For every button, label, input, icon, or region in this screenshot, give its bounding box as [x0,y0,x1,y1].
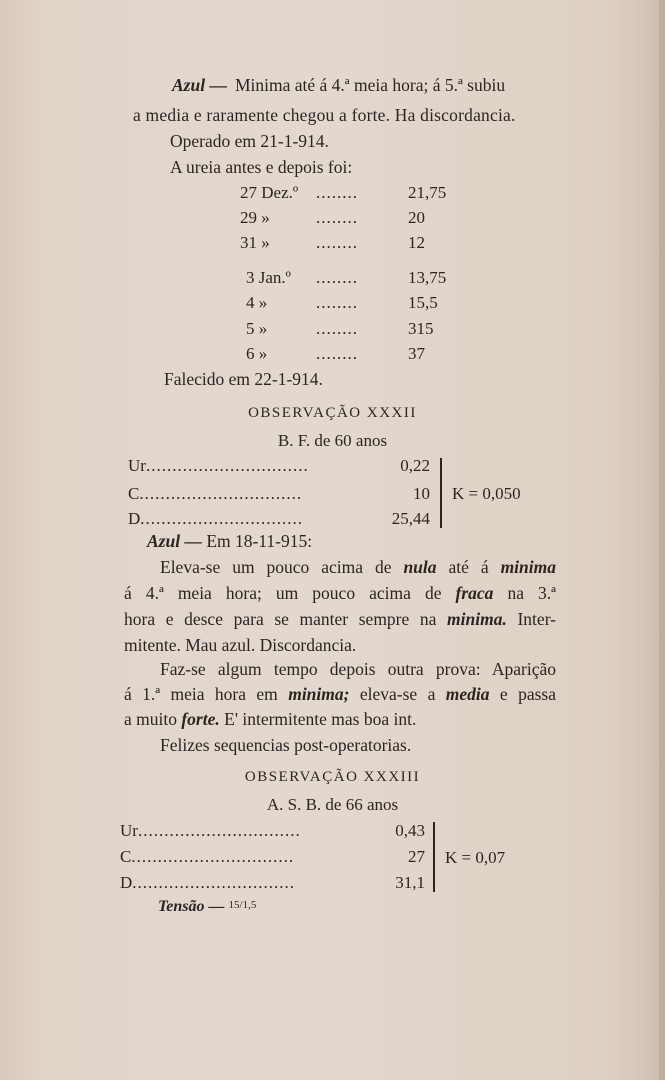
observation-subtitle: A. S. B. de 66 anos [266,795,399,814]
leader-dots: ........ [316,293,358,312]
k-value: K = 0,07 [445,848,506,867]
observation-title: OBSERVAÇÃO XXXII [248,405,417,421]
ureia-value: 20 [408,208,425,227]
emphasis-text: fraca [455,583,494,603]
lab-row [128,483,430,505]
azul-line-1-rest: Minima até á 4.ª meia hora; á 5.ª subiu [234,75,506,95]
k-value: K = 0,050 [452,484,521,503]
text-run: á 4.ª meia hora; um pouco acima de [124,583,456,603]
text-run: e passa [489,684,556,704]
ureia-date: 3 Jan.º [246,268,291,287]
tensao-value: 15/1,5 [228,899,257,911]
observation-subtitle: B. F. de 60 anos [277,431,388,450]
text-run: mitente. Mau azul. Discordancia. [124,635,357,655]
brace [433,822,435,892]
lab-row [120,820,425,842]
leader-dots: ........ [316,183,358,202]
lab-value: 10 [413,484,430,503]
leader-dots: ........ [316,233,358,252]
text-line [124,683,556,705]
azul-date: Em 18-11-915: [206,531,313,551]
lab-row [128,508,430,530]
text-run: Eleva-se um pouco acima de [160,557,404,577]
azul-label: Azul — [147,531,202,551]
azul-label: Azul — [172,75,227,95]
text-run: eleva-se a [349,684,446,704]
lab-label: D [128,509,141,528]
text-line: a media e raramente chegou a forte. Ha discordancia. [133,105,516,125]
leader-dots: ........ [316,344,358,363]
lab-value: 27 [408,847,425,866]
emphasis-text: minima [500,557,556,577]
leader-dots: ........ [316,268,358,287]
text-run: Faz-se algum tempo depois outra prova: Aparição [160,659,556,679]
text-run: hora e desce para se manter sempre na [124,609,448,629]
ureia-value: 315 [408,319,434,338]
lab-label: C [120,847,132,866]
ureia-value: 21,75 [408,183,447,202]
lab-value: 31,1 [395,873,425,892]
emphasis-text: media [445,684,490,704]
ureia-value: 37 [408,344,425,363]
ureia-value: 12 [408,233,425,252]
lab-value: 0,43 [395,821,425,840]
lab-row [120,846,425,868]
azul-heading [147,530,312,552]
lab-value: 25,44 [391,509,430,528]
ureia-date: 31 » [240,233,270,252]
text-line [124,708,416,730]
lab-row [120,872,425,894]
text-line [124,608,556,630]
ureia-value: 13,75 [408,268,447,287]
ureia-date: 4 » [246,293,268,312]
leader-dots: ............................... [139,484,303,503]
ureia-date: 5 » [246,319,268,338]
lab-value: 0,22 [400,456,430,475]
ureia-date: 29 » [240,208,270,227]
text-line [160,658,556,680]
leader-dots: ............................... [137,821,301,840]
leader-dots: ............................... [132,873,296,892]
leader-dots: ........ [316,208,358,227]
ureia-date: 6 » [246,344,268,363]
text-line: A ureia antes e depois foi: [170,157,353,177]
lab-row [128,455,430,477]
emphasis-text: forte. [181,709,220,729]
emphasis-text: nula [403,557,437,577]
text-run: a muito [124,709,182,729]
text-line: Falecido em 22-1-914. [164,369,323,389]
page-edge [659,0,665,1080]
observation-title: OBSERVAÇÃO XXXIII [244,769,421,785]
text-line: Operado em 21-1-914. [170,131,329,151]
text-run: á 1.ª meia hora em [124,684,289,704]
azul-line-1-text [235,74,566,96]
emphasis-text: minima. [447,609,507,629]
tensao-line [158,894,256,918]
text-line [124,634,356,656]
text-run: na 3.ª [493,583,556,603]
ureia-date: 27 Dez.º [240,183,299,202]
ureia-value: 15,5 [408,293,438,312]
text-run: E' intermitente mas boa int. [219,709,417,729]
emphasis-text: minima; [288,684,350,704]
lab-label: Ur [128,456,146,475]
leader-dots: ............................... [145,456,309,475]
lab-label: D [120,873,133,892]
leader-dots: ............................... [131,847,295,866]
lab-label: Ur [120,821,138,840]
brace [440,458,442,528]
azul-line-1 [172,74,566,96]
tensao-label: Tensão — [158,898,225,915]
text-line [160,556,556,578]
text-run: até á [436,557,501,577]
text-run: Inter- [506,609,556,629]
text-line [124,582,556,604]
lab-label: C [128,484,140,503]
leader-dots: ............................... [140,509,304,528]
leader-dots: ........ [316,319,358,338]
text-line: Felizes sequencias post-operatorias. [160,735,412,755]
